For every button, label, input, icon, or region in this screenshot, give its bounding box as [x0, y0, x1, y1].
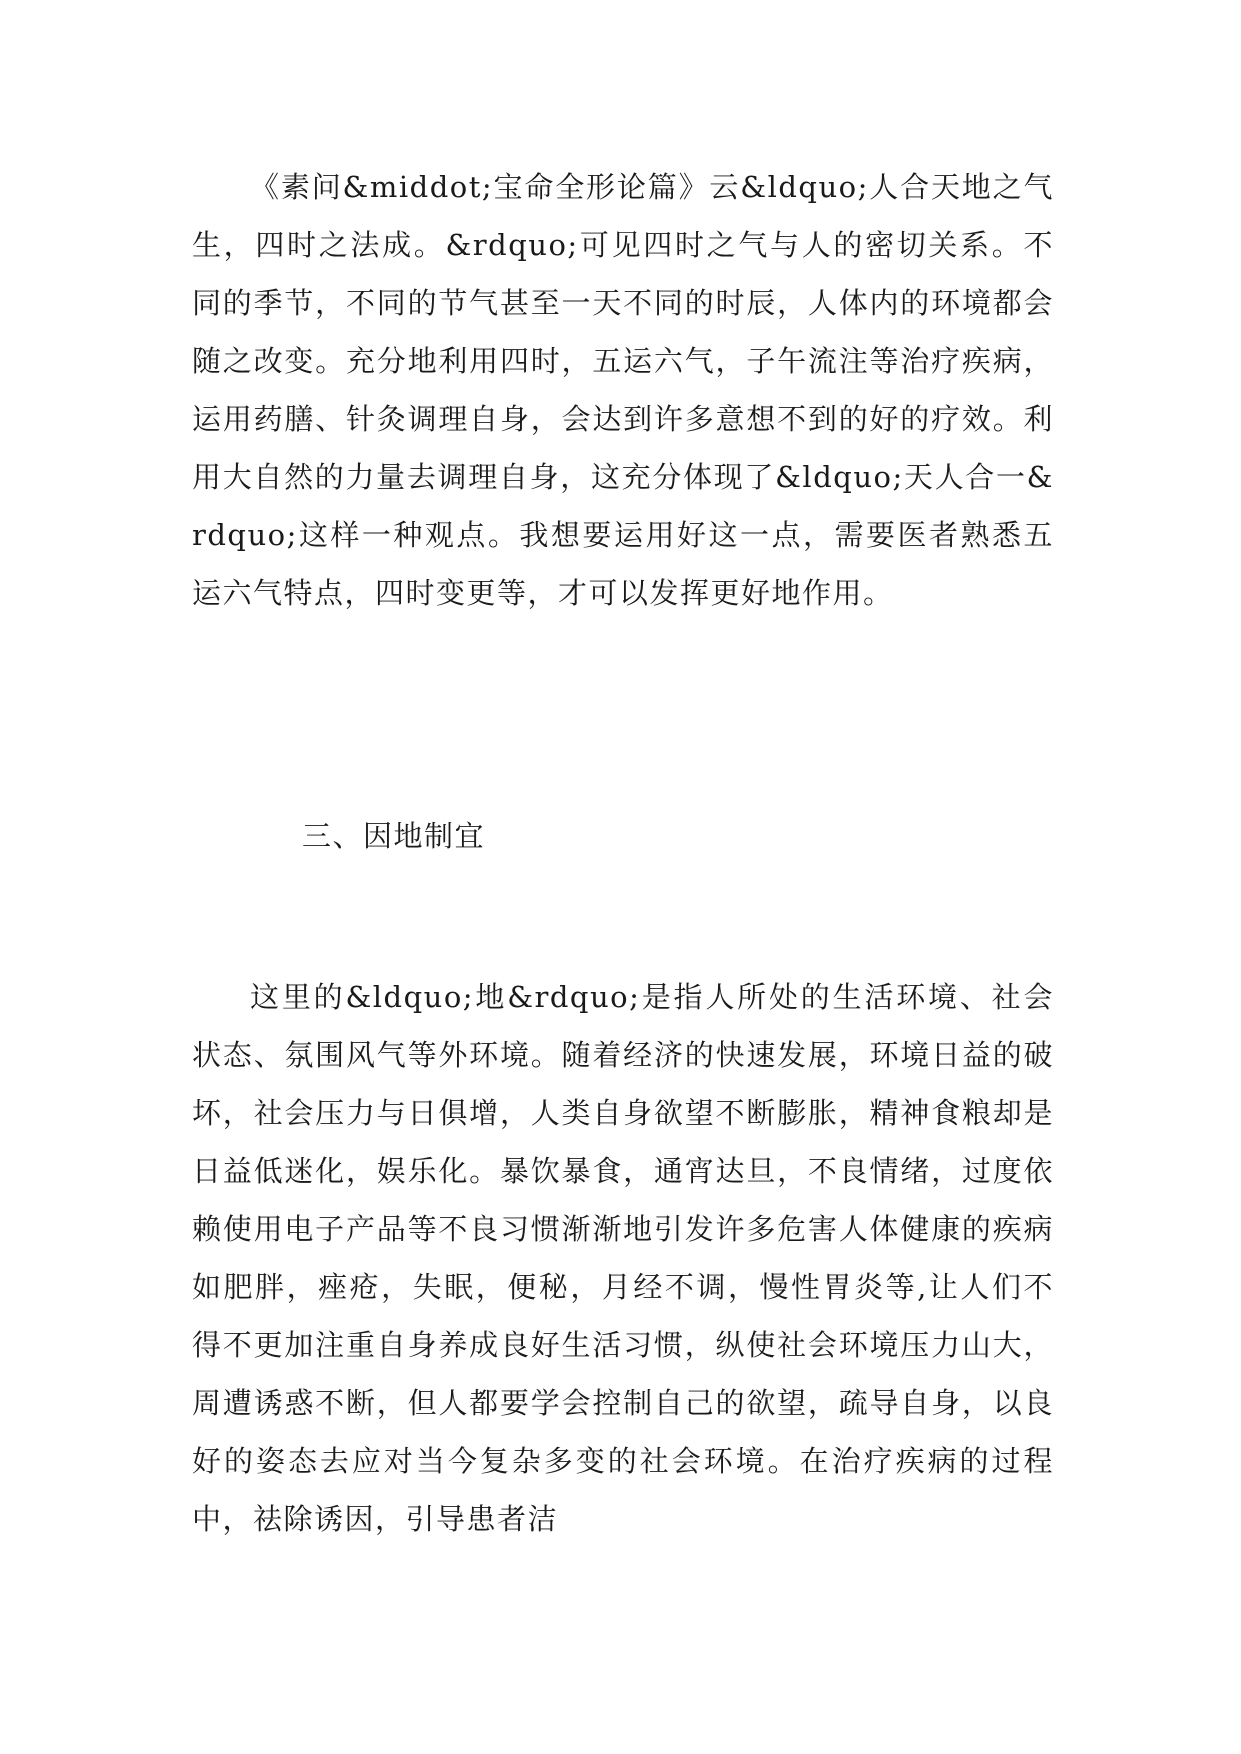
body-paragraph-four-seasons: 《素问&middot;宝命全形论篇》云&ldquo;人合天地之气生，四时之法成。&rdquo;可见四时之气与人的密切关系。不同的季节，不同的节气甚至一天不同的时辰，人体内的环境都会随之改变。充分地利用四时，五运六气，子午流注等治疗疾病，运用药膳、针灸调理自身，会达到许多意想不到的好的疗效。利用大自然的力量去调理自身，这充分体现了&ldquo;天人合一&rdquo;这样一种观点。我想要运用好这一点，需要医者熟悉五运六气特点，四时变更等，才可以发挥更好地作用。	[192, 170, 1054, 610]
section-heading: 三、因地制宜	[302, 819, 486, 853]
body-paragraph-environment: 这里的&ldquo;地&rdquo;是指人所处的生活环境、社会状态、氛围风气等外环境。随着经济的快速发展，环境日益的破坏，社会压力与日俱增，人类自身欲望不断膨胀，精神食粮却是日益低迷化，娱乐化。暴饮暴食，通宵达旦，不良情绪，过度依赖使用电子产品等不良习惯渐渐地引发许多危害人体健康的疾病如肥胖，痤疮，失眠，便秘，月经不调，慢性胃炎等,让人们不得不更加注重自身养成良好生活习惯，纵使社会环境压力山大，周遭诱惑不断，但人都要学会控制自己的欲望，疏导自身，以良好的姿态去应对当今复杂多变的社会环境。在治疗疾病的过程中，祛除诱因，引导患者洁	[192, 980, 1054, 1536]
